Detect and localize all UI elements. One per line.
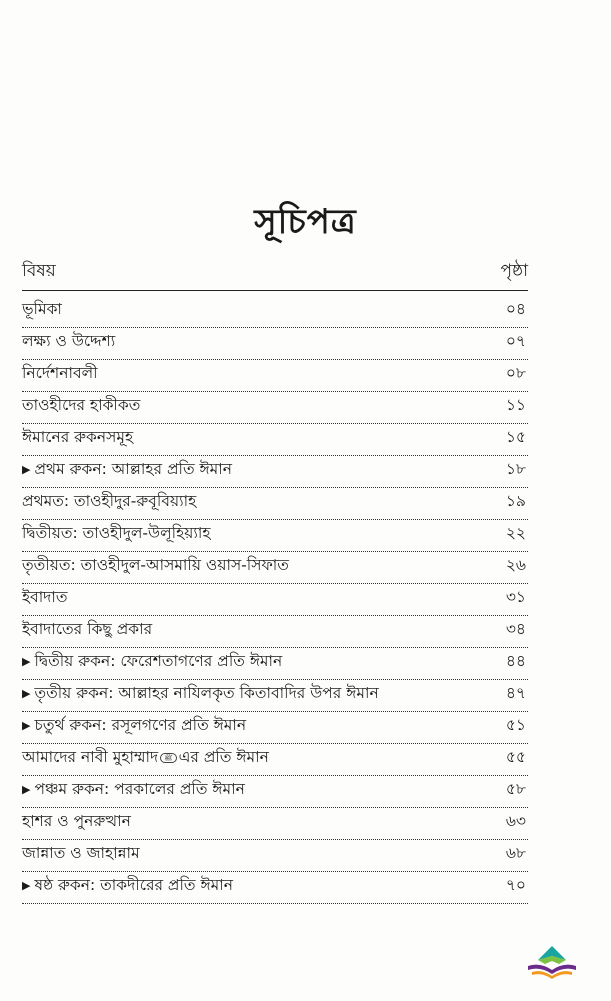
toc-entry-page: ৬৩	[505, 812, 526, 830]
toc-entry[interactable]	[22, 360, 528, 392]
toc-entry[interactable]	[22, 424, 528, 456]
subject-header: বিষয়	[22, 261, 56, 281]
toc-entry-page: ১৮	[505, 460, 526, 478]
toc-entry-title: ▶ তৃতীয় রুকন: আল্লাহর নাযিলকৃত কিতাবাদির উপর ঈমান	[22, 681, 379, 707]
toc-entry-page: ১৯	[505, 492, 526, 510]
toc-entry[interactable]	[22, 328, 528, 360]
toc-entry-page: ০৪	[505, 300, 526, 318]
toc-entry-title: ইবাদাতের কিছু প্রকার	[22, 620, 153, 638]
toc-entry[interactable]	[22, 872, 528, 904]
toc-entry-title: ▶ চতুর্থ রুকন: রসূলগণের প্রতি ঈমান	[22, 713, 246, 739]
toc-entry[interactable]	[22, 392, 528, 424]
toc-entry-page: ৫৫	[505, 748, 526, 766]
toc-entry-page: ২৬	[505, 556, 526, 574]
page-title: সূচিপত্র	[254, 202, 357, 242]
toc-entry[interactable]	[22, 808, 528, 840]
toc-entry-page: ১৫	[505, 428, 526, 446]
toc-entry-page: ৭০	[505, 876, 526, 894]
page-header: পৃষ্ঠা	[500, 261, 528, 281]
toc-entry-title: ভূমিকা	[22, 300, 62, 318]
toc-entry[interactable]	[22, 552, 528, 584]
toc-entry-title: দ্বিতীয়ত: তাওহীদুল-উলূহিয়্যাহ	[22, 524, 211, 542]
toc-entry[interactable]	[22, 744, 528, 776]
toc-entry-title: প্রথমত: তাওহীদুর-রুবূবিয়্যাহ	[22, 492, 197, 510]
toc-entry[interactable]	[22, 296, 528, 328]
toc-entry-title: লক্ষ্য ও উদ্দেশ্য	[22, 332, 116, 350]
toc-list	[22, 296, 528, 904]
toc-entry-title: ইবাদাত	[22, 588, 68, 606]
open-book-logo-icon	[526, 944, 578, 980]
toc-entry-title: আমাদের নাবী মুহাম্মাদ ﷺ এর প্রতি ঈমান	[22, 748, 269, 766]
toc-entry-page: ০৮	[505, 364, 526, 382]
toc-entry[interactable]	[22, 584, 528, 616]
toc-entry[interactable]	[22, 680, 528, 712]
toc-entry-title: নির্দেশনাবলী	[22, 364, 98, 382]
toc-entry[interactable]	[22, 840, 528, 872]
toc-entry-page: ৫৮	[505, 780, 526, 798]
toc-entry-title: তৃতীয়ত: তাওহীদুল-আসমায়ি ওয়াস-সিফাত	[22, 556, 289, 574]
toc-entry-title: ▶ প্রথম রুকন: আল্লাহর প্রতি ঈমান	[22, 457, 232, 483]
salutation-glyph: ﷺ	[160, 753, 176, 763]
toc-entry-page: ৪৭	[505, 684, 526, 702]
toc-entry-title: তাওহীদের হাকীকত	[22, 396, 141, 414]
toc-entry-title: জান্নাত ও জাহান্নাম	[22, 844, 140, 862]
toc-entry-page: ১১	[505, 396, 526, 414]
toc-entry[interactable]	[22, 520, 528, 552]
toc-entry-page: ৩৪	[505, 620, 526, 638]
toc-entry[interactable]	[22, 456, 528, 488]
toc-entry-page: ৩১	[505, 588, 526, 606]
toc-header	[22, 262, 528, 291]
toc-entry-page: ৫১	[505, 716, 526, 734]
toc-entry-title: ▶ পঞ্চম রুকন: পরকালের প্রতি ঈমান	[22, 777, 245, 803]
toc-entry[interactable]	[22, 616, 528, 648]
toc-entry-page: ৬৮	[505, 844, 526, 862]
toc-entry-title: ঈমানের রুকনসমূহ	[22, 428, 134, 446]
toc-entry[interactable]	[22, 648, 528, 680]
toc-entry-title: হাশর ও পুনরুত্থান	[22, 812, 131, 830]
toc-entry-page: ০৭	[505, 332, 526, 350]
toc-entry-page: ২২	[505, 524, 526, 542]
toc-entry[interactable]	[22, 712, 528, 744]
toc-entry[interactable]	[22, 776, 528, 808]
toc-entry[interactable]	[22, 488, 528, 520]
toc-entry-title: ▶ দ্বিতীয় রুকন: ফেরেশতাগণের প্রতি ঈমান	[22, 649, 282, 675]
toc-entry-title: ▶ ষষ্ঠ রুকন: তাকদীরের প্রতি ঈমান	[22, 873, 233, 899]
toc-entry-page: ৪৪	[505, 652, 526, 670]
